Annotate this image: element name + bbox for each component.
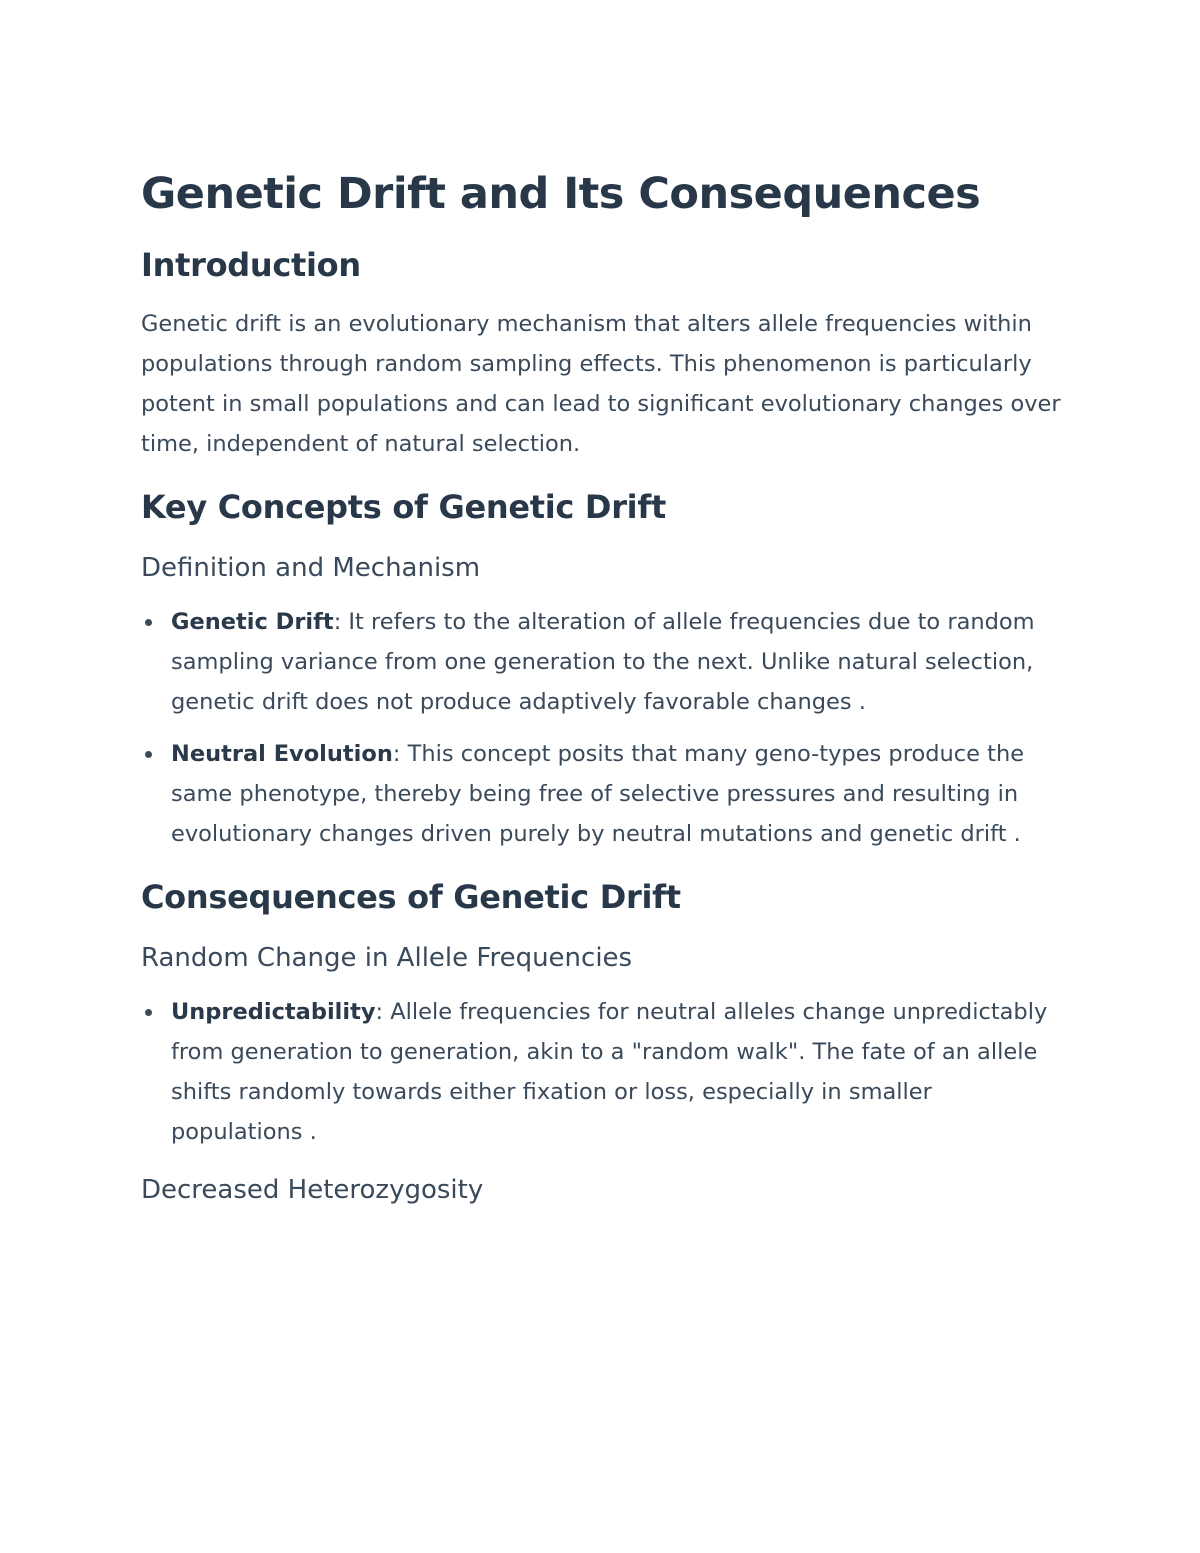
introduction-section	[141, 238, 1061, 464]
consequences-heading: Consequences of Genetic Drift	[141, 878, 681, 916]
list-item	[141, 734, 1061, 854]
list-item-text: : This concept posits that many geno-types produce the same phenotype, thereby being free of selective pressures and resulting in evolutionary changes driven purely by neutral mutations and genetic drift .	[171, 741, 1025, 847]
definition-subheading: Definition and Mechanism	[141, 553, 481, 583]
bullet-icon	[145, 619, 152, 626]
random-change-subheading: Random Change in Allele Frequencies	[141, 943, 633, 973]
introduction-heading: Introduction	[141, 246, 361, 284]
list-item-term: Neutral Evolution	[171, 741, 393, 767]
list-item-term: Genetic Drift	[171, 609, 334, 635]
heterozygosity-subheading: Decreased Heterozygosity	[141, 1175, 484, 1205]
list-item-text: : It refers to the alteration of allele frequencies due to random sampling variance from one generation to the next. Unlike natural selection, genetic drift does not produce adaptively favorable changes .	[171, 609, 1035, 715]
list-item-term: Unpredictability	[171, 999, 376, 1025]
introduction-paragraph: Genetic drift is an evolutionary mechanism that alters allele frequencies within populations through random sampling effects. This phenomenon is particularly potent in small populations and can lead to significant evolutionary changes over time, independent of natural selection.	[141, 311, 1061, 457]
consequences-list	[141, 992, 1061, 1152]
key-concepts-heading: Key Concepts of Genetic Drift	[141, 488, 666, 526]
list-item	[141, 992, 1061, 1152]
consequences-section	[141, 870, 1061, 1212]
document-title: Genetic Drift and Its Consequences	[141, 169, 981, 219]
list-item-text: : Allele frequencies for neutral alleles change unpredictably from generation to generation, akin to a "random walk". The fate of an allele shifts randomly towards either fixation or loss, especially in smaller populations .	[171, 999, 1048, 1145]
bullet-icon	[145, 1009, 152, 1016]
document-page	[141, 160, 1061, 1224]
bullet-icon	[145, 751, 152, 758]
key-concepts-list	[141, 602, 1061, 854]
list-item	[141, 602, 1061, 722]
key-concepts-section	[141, 480, 1061, 854]
